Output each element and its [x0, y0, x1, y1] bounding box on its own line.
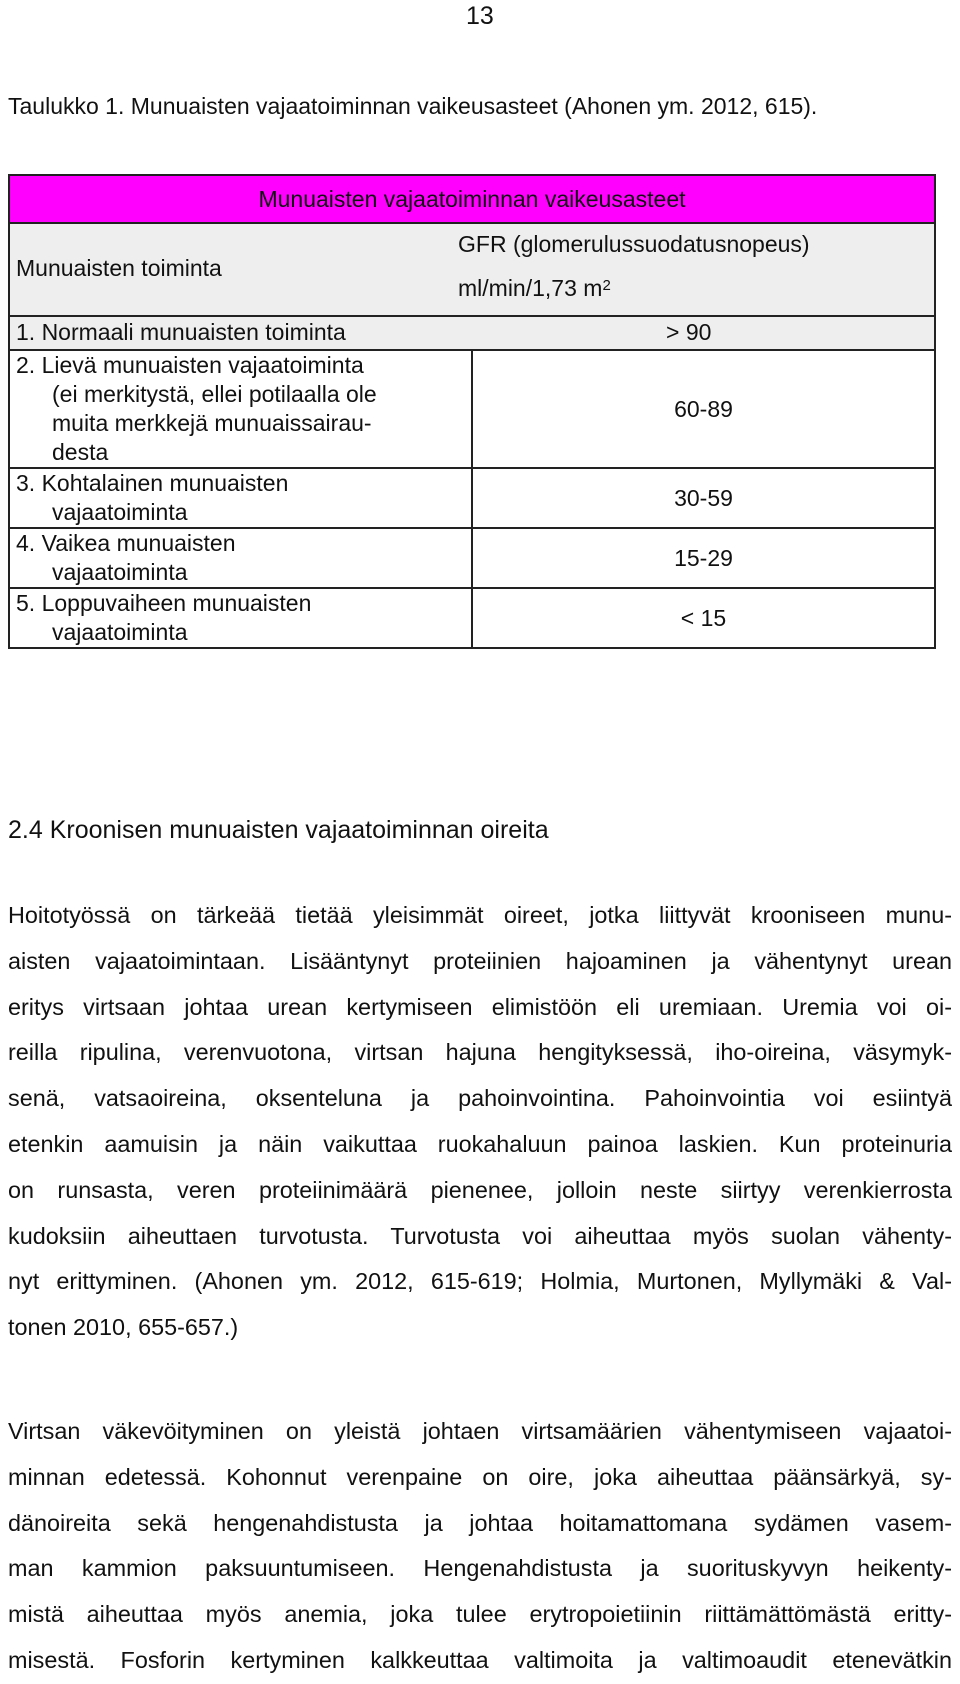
text-line: minnan edetessä. Kohonnut verenpaine on oire, joka aiheuttaa päänsärkyä, sy-: [8, 1463, 952, 1490]
header-gfr-line1: GFR (glomerulussuodatusnopeus): [458, 231, 810, 257]
row-name: [9, 588, 472, 648]
text-line: dänoireita sekä hengenahdistusta ja johtaa hoitamattomana sydämen vasem-: [8, 1509, 952, 1536]
text-line: Hoitotyössä on tärkeää tietää yleisimmät oireet, jotka liittyvät krooniseen munu-: [8, 902, 952, 928]
table-title: Munuaisten vajaatoiminnan vaikeusasteet: [9, 175, 935, 223]
table-title-row: [9, 175, 935, 223]
text-line: on runsasta, veren proteiinimäärä pienenee, jolloin neste siirtyy verenkierrosta: [8, 1176, 952, 1203]
text-line: kudoksiin aiheuttaen turvotusta. Turvotusta voi aiheuttaa myös suolan vähenty-: [8, 1222, 952, 1249]
table-header-row: [9, 223, 935, 316]
row-name: [9, 350, 472, 468]
row-name: 1. Normaali munuaisten toiminta: [16, 319, 346, 345]
text-line: mistä aiheuttaa myös anemia, joka tulee erytropoietiinin riittämättömästä eritty-: [8, 1601, 952, 1628]
row-value: < 15: [472, 588, 935, 648]
table-row: [9, 588, 935, 648]
row-value: 30-59: [472, 468, 935, 528]
text-line: senä, vatsaoireina, oksenteluna ja pahoinvointina. Pahoinvointia voi esiintyä: [8, 1085, 952, 1112]
header-function: Munuaisten toiminta: [16, 255, 222, 281]
row-name-line: 5. Loppuvaiheen munuaisten: [16, 590, 312, 616]
row-name-line: vajaatoiminta: [52, 619, 188, 645]
header-gfr-line2: ml/min/1,73 $m^2$: [458, 275, 611, 301]
table-row: [9, 316, 935, 350]
table-row: [9, 528, 935, 588]
table-caption: Taulukko 1. Munuaisten vajaatoiminnan vaikeusasteet (Ahonen ym. 2012, 615).: [8, 93, 818, 119]
row-name: [9, 468, 472, 528]
text-line: misestä. Fosforin kertyminen kalkkeuttaa valtimoita ja valtimoaudit etenevätkin: [8, 1646, 952, 1673]
row-name-line: (ei merkitystä, ellei potilaalla ole: [52, 381, 377, 407]
text-line: reilla ripulina, verenvuotona, virtsan hajuna hengityksessä, iho-oireina, väsymyk-: [8, 1039, 952, 1066]
page-number: 13: [466, 2, 494, 30]
text-line: Virtsan väkevöityminen on yleistä johtaen virtsamäärien vähentymiseen vajaatoi-: [8, 1418, 952, 1444]
row-name-line: 2. Lievä munuaisten vajaatoiminta: [16, 352, 364, 378]
row-name-line: vajaatoiminta: [52, 499, 188, 525]
section-heading: 2.4 Kroonisen munuaisten vajaatoiminnan oireita: [8, 816, 549, 844]
paragraph-2: [8, 1409, 952, 1684]
text-line: etenkin aamuisin ja näin vaikuttaa ruokahaluun painoa laskien. Kun proteinuria: [8, 1130, 952, 1157]
row-name-line: desta: [52, 439, 109, 465]
row-name-line: 3. Kohtalainen munuaisten: [16, 470, 289, 496]
table-row: [9, 468, 935, 528]
row-value: 60-89: [472, 350, 935, 468]
paragraph-1: [8, 893, 952, 1351]
text-line: tonen 2010, 655-657.): [8, 1314, 239, 1341]
table-row: [9, 350, 935, 468]
row-name-line: vajaatoiminta: [52, 559, 188, 585]
text-line: man kammion paksuuntumiseen. Hengenahdistusta ja suorituskyvyn heikenty-: [8, 1555, 952, 1582]
row-name-line: muita merkkejä munuaissairau-: [52, 410, 372, 436]
row-value: 15-29: [472, 528, 935, 588]
row-value: > 90: [666, 319, 712, 345]
row-name-line: 4. Vaikea munuaisten: [16, 530, 236, 556]
text-line: eritys virtsaan johtaa urean kertymiseen elimistöön eli uremiaan. Uremia voi oi-: [8, 993, 952, 1020]
text-line: aisten vajaatoimintaan. Lisääntynyt proteiinien hajoaminen ja vähentynyt urean: [8, 947, 952, 974]
gfr-severity-table: [8, 174, 936, 649]
row-name: [9, 528, 472, 588]
text-line: nyt erittyminen. (Ahonen ym. 2012, 615-619; Holmia, Murtonen, Myllymäki & Val-: [8, 1268, 952, 1295]
